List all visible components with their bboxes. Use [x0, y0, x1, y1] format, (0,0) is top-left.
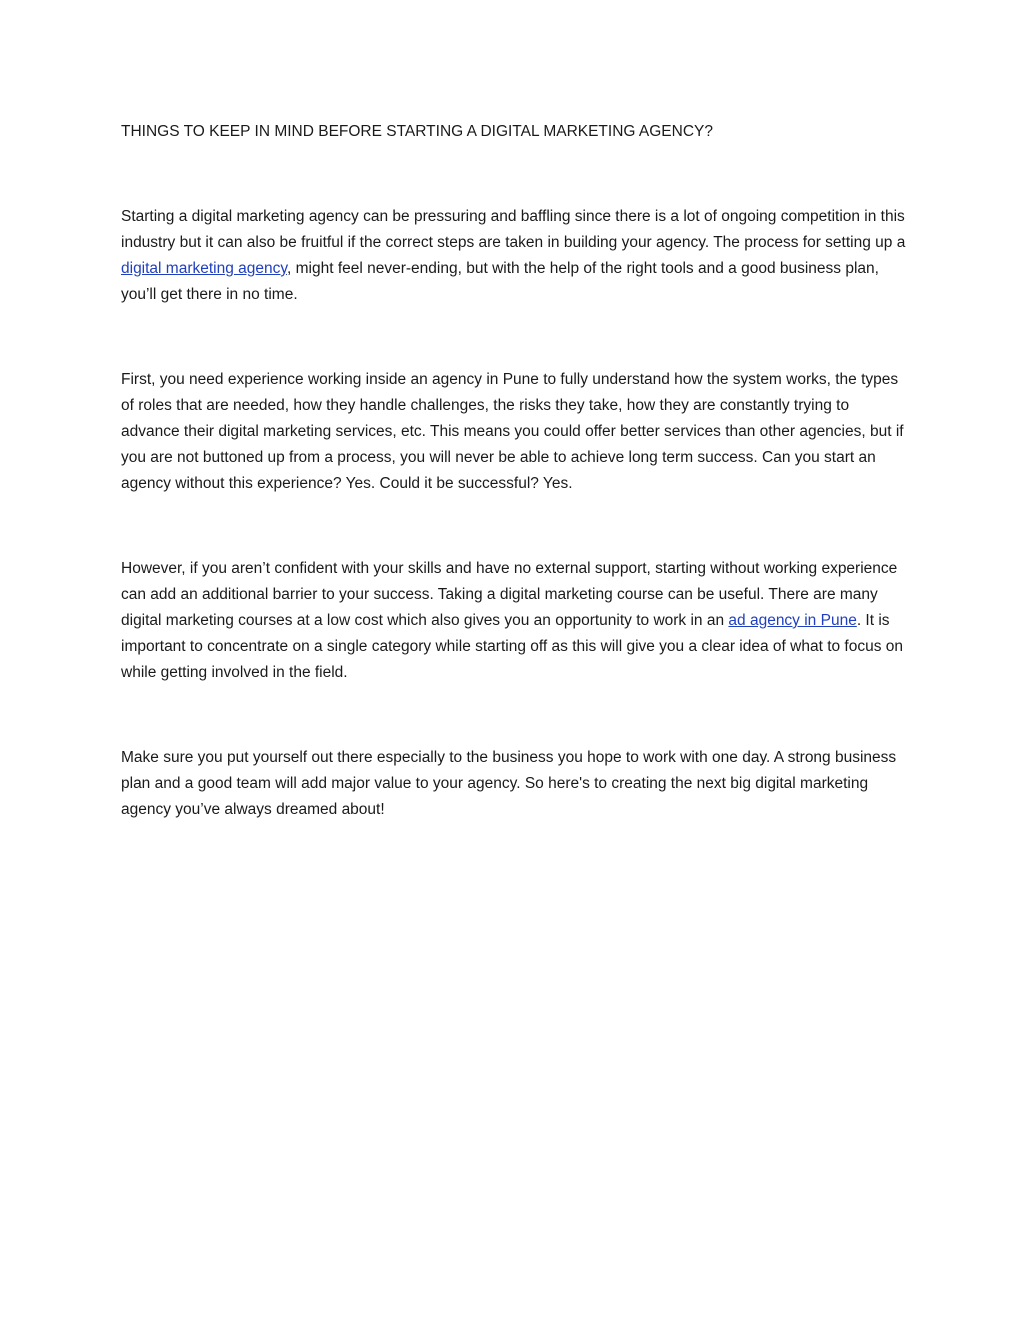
paragraph-experience: First, you need experience working inside an agency in Pune to fully understand how the system works, the types of roles that are needed, how they handle challenges, the risks they take, how they are constantly trying to advance their digital marketing services, etc. This means you could offer better services than other agencies, but if you are not buttoned up from a process, you will never be able to achieve long term success. Can you start an agency without this experience? Yes. Could it be successful? Yes.	[121, 371, 904, 492]
paragraph-confidence-text-before: However, if you aren’t confident with your skills and have no external support, starting without working experience can add an additional barrier to your success. Taking a digital marketing course can be useful. There are many digital marketing courses at a low cost which also gives you an opportunity to work in an	[121, 560, 898, 629]
spacer	[121, 308, 911, 367]
paragraph-conclusion: Make sure you put yourself out there especially to the business you hope to work with one day. A strong business plan and a good team will add major value to your agency. So here's to creating the next big digital marketing agency you’ve always dreamed about!	[121, 749, 897, 818]
spacer	[121, 686, 911, 745]
paragraph-intro-text-after: , might feel never-ending, but with the help of the right tools and a good business plan, you’ll get there in no time.	[121, 260, 879, 303]
paragraph-intro-text-before: Starting a digital marketing agency can be pressuring and baffling since there is a lot of ongoing competition in this industry but it can also be fruitful if the correct steps are taken in building your agency. The process for setting up a	[121, 208, 906, 251]
paragraph-confidence	[121, 556, 911, 686]
paragraph-intro	[121, 204, 911, 308]
spacer	[121, 497, 911, 556]
digital-marketing-agency-link[interactable]: digital marketing agency	[121, 260, 287, 277]
document-body	[121, 119, 911, 823]
ad-agency-in-pune-link[interactable]: ad agency in Pune	[728, 612, 857, 629]
spacer	[121, 145, 911, 204]
document-title: THINGS TO KEEP IN MIND BEFORE STARTING A DIGITAL MARKETING AGENCY?	[121, 123, 713, 140]
paragraph-confidence-text-after: . It is important to concentrate on a single category while starting off as this will give you a clear idea of what to focus on while getting involved in the field.	[121, 612, 904, 681]
